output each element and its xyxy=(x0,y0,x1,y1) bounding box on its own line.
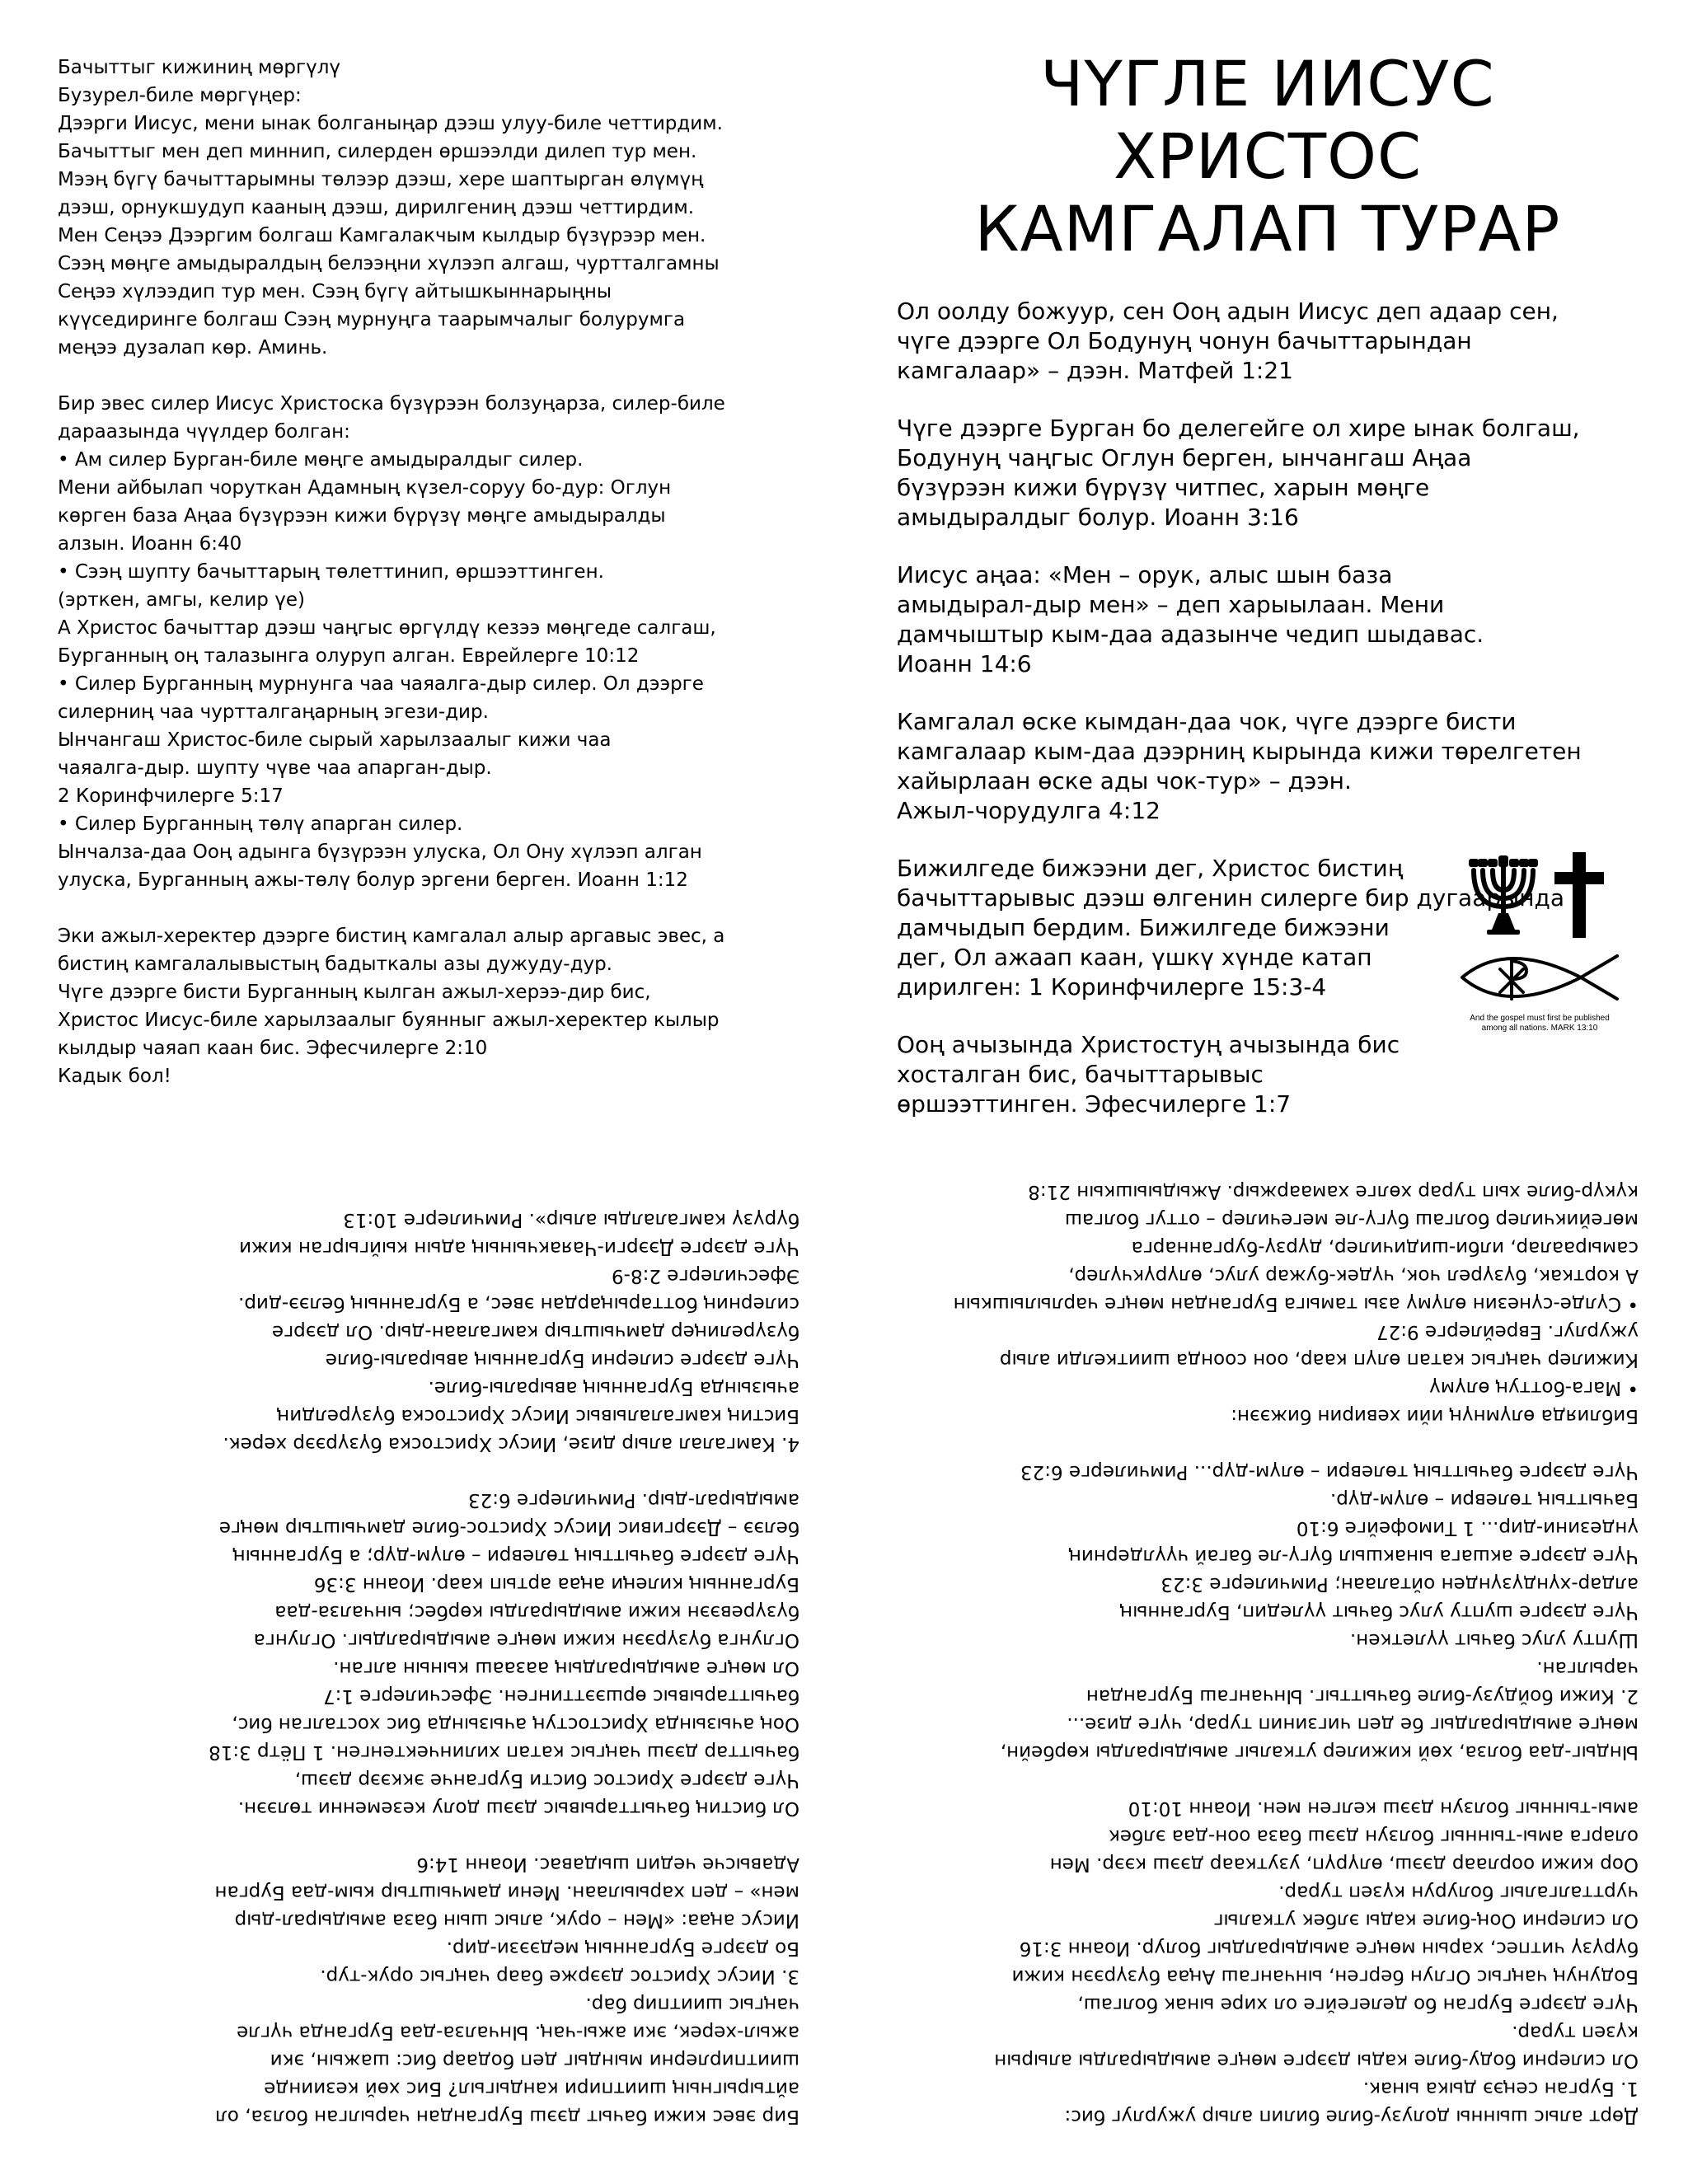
menorah-cross-icon xyxy=(1457,847,1622,946)
page-title: ЧҮГЛЕ ИИСУС ХРИСТОС КАМГАЛАП ТУРАР xyxy=(974,47,1561,265)
verse-john-3-16: Чүге дээрге Бурган бо делегейге ол хире ынак болгаш, Бодунуң чаңгыс Оглун берген, ынчангаш Аңаа бүзүрээн кижи бүрүзү читпес, харын мөңге амыдыралдыг болур. Иоанн 3:16 xyxy=(897,415,1580,531)
verse-acts: Камгалал өске кымдан-даа чок, чүге дээрге бисти камгалаар кым-даа дээрниң кырында кижи төрелгетен хайырлаан өске ады чок-тур» – дээн. Ажыл-чорудулга 4:12 xyxy=(897,708,1582,824)
verse-matthew: Ол оолду божуур, сен Ооң адын Иисус деп адаар сен, чүге дээрге Ол Бодунуң чонун бачыттарындан камгалаар» – дээн. Матфей 1:21 xyxy=(897,298,1559,384)
steps-1-2-panel xyxy=(897,1141,1639,2130)
emblem-caption: And the gospel must first be published among all nations. MARK 13:10 xyxy=(1470,1014,1610,1033)
verse-corinthians: Бижилгеде бижээни дег, Христос бистиң бачыттарывыс дээш өлгенин силерге бир дугаарында дамчыдып бердим. Бижилгеде бижээни дег, Ол ажаап каан, үшкү хүнде катап дирилген: 1 Коринфчилерге 15:3-4 xyxy=(897,855,1565,1001)
step-3-paragraph: Бир эвес кижи бачыт дээш Бургандан чарылган болза, ол айтырыгның шиитпири кандыгыл? Бис хөй кезиинде шиитпирлерни мындыг деп бодаар бис: шажын, эки ажыл-херек, эки ажы-чаң. Ынчалза-даа Бурганда чүгле чаңгыс шиитпир бар. 3. Иисус Христос дээрже баар чаңгыс орук-тур. Бо дээрге Бурганның медээзи-дир. Иисус аңаа: «Мен – орук, алыс шын база амыдырал-дыр мен» – деп харыылаан. Мени дамчыштыр кым-даа Бурган Адавысче чедип шыдавас. Иоанн 14:6 xyxy=(214,1854,799,2127)
verse-john-14-6: Иисус аңаа: «Мен – орук, алыс шын база амыдырал-дыр мен» – деп харыылаан. Мени дамчыштыр кым-даа адазынче чедип шыдавас. Иоанн 14:6 xyxy=(897,561,1484,677)
verse-ephesians: Ооң ачызында Христостуң ачызында бис хосталган бис, бачыттарывыс өршээттинген. Эфесчилерге 1:7 xyxy=(897,1031,1400,1118)
steps-3-4-panel xyxy=(58,1141,799,2130)
prayer-section xyxy=(58,54,799,1087)
step-4-paragraph: 4. Камгалал алыр дизе, Иисус Христоска бүзүрээр херек. Бистиң камгалалывыс Иисус Христоска бүзүрелдиң ачызында Бурганның авыралы-биле. Чүге дээрге силерни Бурганның авыралы-биле бүзүрелиңер дамчыштыр камгалаан-дыр. Ол дээрге силерниң боттарыңардан эвес, а Бурганның белээ-дир. Эфесчилерге 2:8-9 Чүге дээрге Дээрги-Чаяакчының адын кыйгырган кижи бүрүзү камгалалды алыр». Римчилерге 10:13 xyxy=(223,1209,799,1455)
fish-chi-rho-icon xyxy=(1457,946,1622,1009)
step-1-paragraph: Дөрт алыс шынны долузу-биле билип алыр ужурлуг бис: 1. Бурган сеңээ дыка ынак. Ол силерни боду-биле кады дээрге мөңге амыдыралды алырын күзеп турар. Чүге дээрге Бурган бо делегейге ол хире ынак болгаш, Бодунуң чаңгыс Оглун берген, ынчангаш Аңаа бүзүрээн кижи бүрүзү читпес, харын мөңге амыдыралдыг болур. Иоанн 3:16 Ол силерни Ооң-биле кады элбек уткалыг чуртталгалыг болурун күзеп турар. Оор кижи оорлаар дээш, өлүрүп, узуткаар дээш кээр. Мен оларга амы-тынныг болзун дээш база оон-даа элбек амы-тынныг болзун дээш келген мен. Иоанн 10:10 xyxy=(994,1797,1639,2127)
death-types-paragraph: Библияда өлүмнүң ийи хевирин бижээн: • Мага-боттуң өлүмү Кижилер чаңгыс катап өлүп каар, оон соонда шииткелди алыр ужурлуг. Еврейлерге 9:27 • Сүлде-сүнезин өлүмү азы тамыга Бургандан мөңге чарлылышкын А корткак, бүзүрел чок, чүдек-бужар улус, өлүрүкчүлер, самыраалар, илби-шидичилер, дүрзү-бурганнарга мөгейикчилер болгаш бүгү-ле мегечилер – оттуг болгаш күкүр-биле хып турар хөлге хамааржыр. Ажыдыышкын 21:8 xyxy=(953,1181,1639,1427)
step-2-paragraph: Ындыг-даа болза, хөй кижилер уткалыг амыдыралды көрбейн, мөңге амыдыралдыг бе деп чигзинип турар, чүге дизе... 2. Кижи бойдузу-биле бачыттыг. Ынчангаш Бургандан чарылган. Шупту улус бачыт үүлеткен. Чүге дээрге шупту улус бачыт үүледип, Бурганның алдар-хүндүзүнден ойталаан; Римчилерге 3:23 Чүге дээрге акшага ынакшыл бүгү-ле багай чүүлдерниң үндезини-дир... 1 Тимофейге 6:10 Бачыттың төлеври – өлүм-дүр. Чүге дээрге бачыттың төлеври – өлүм-дүр... Римчилерге 6:23 xyxy=(1000,1461,1639,1763)
atonement-paragraph: Ол бистиң бачыттарывыс дээш долу кеземенни төлээн. Чүге дээрге Христос бисти Бурганче эккээр дээш, бачыттар дээш чаңгыс катап хилинчектенген. 1 Пётр 3:18 Ооң ачызында Христостуң ачызында бис хосталган бис, бачыттарывыс өршээттинген. Эфесчилерге 1:7 Ол мөңге амыдыралдың аазааш кынын алган. Оглунга бүзүрээн кижи мөңге амыдыралдыг. Оглунга бүзүревээн кижи амыдыралды көрбес; ынчалза-даа Бурганның килеңи аңаа артып каар. Иоанн 3:36 Чүге дээрге бачыттың төлеври – өлүм-дүр; а Бурганның белээ – Дээргивис Иисус Христос-биле дамчыштыр мөңге амыдырал-дыр. Римчилерге 6:23 xyxy=(209,1489,799,1819)
faith-emblem xyxy=(1457,847,1622,1103)
good-works-paragraph: Эки ажыл-херектер дээрге бистиң камгалал алыр аргавыс эвес, а бистиң камгалалывыстың бадыткалы азы дужуду-дур. Чүге дээрге бисти Бурганның кылган ажыл-херээ-дир бис, Христос Иисус-биле харылзаалыг буянныг ажыл-херектер кылыр кылдыр чаяап каан бис. Эфесчилерге 2:10 Кадык бол! xyxy=(58,926,725,1087)
title-panel xyxy=(897,47,1639,1118)
assurance-paragraph: Бир эвес силер Иисус Христоска бүзүрээн болзуңарза, силер-биле дараазында чүүлдер болган: • Ам силер Бурган-биле мөңге амыдыралдыг силер. Мени айбылап чоруткан Адамның күзел-соруу бо-дур: Оглун көрген база Аңаа бүзүрээн кижи бүрүзү мөңге амыдыралды алзын. Иоанн 6:40 • Сээң шупту бачыттарың төлеттинип, өршээттинген. (эрткен, амгы, келир үе) А Христос бачыттар дээш чаңгыс өргүлдү кезээ мөңгеде салгаш, Бурганның оң талазынга олуруп алган. Еврейлерге 10:12 • Силер Бурганның мурнунга чаа чаяалга-дыр силер. Ол дээрге силерниң чаа чуртталгаңарның эгези-дир. Ынчангаш Христос-биле сырый харылзаалыг кижи чаа чаяалга-дыр. шупту чүве чаа апарган-дыр. 2 Коринфчилерге 5:17 • Силер Бурганның төлү апарган силер. Ынчалза-даа Ооң адынга бүзүрээн улуска, Ол Ону хүлээп алган улуска, Бурганның ажы-төлү болур эргени берген. Иоанн 1:12 xyxy=(58,393,725,891)
prayer-paragraph: Бачыттыг кижиниң мөргүлү Бузурел-биле мөргүңер: Дээрги Иисус, мени ынак болганыңар дээш улуу-биле четтирдим. Бачыттыг мен деп миннип, силерден өршээлди дилеп тур мен. Мээң бүгү бачыттарымны төлээр дээш, хере шаптырган өлүмүң дээш, орнукшудуп кааның дээш, дирилгениң дээш четтирдим. Мен Сеңээ Дээргим болгаш Камгалакчым кылдыр бүзүрээр мен. Сээң мөңге амыдыралдың белээңни хүлээп алгаш, чуртталгамны Сеңээ хүлээдип тур мен. Сээң бүгү айтышкыннарыңны күүседиринге болгаш Сээң мурнуңга таарымчалыг болурумга меңээ дузалап көр. Аминь. xyxy=(58,57,723,359)
